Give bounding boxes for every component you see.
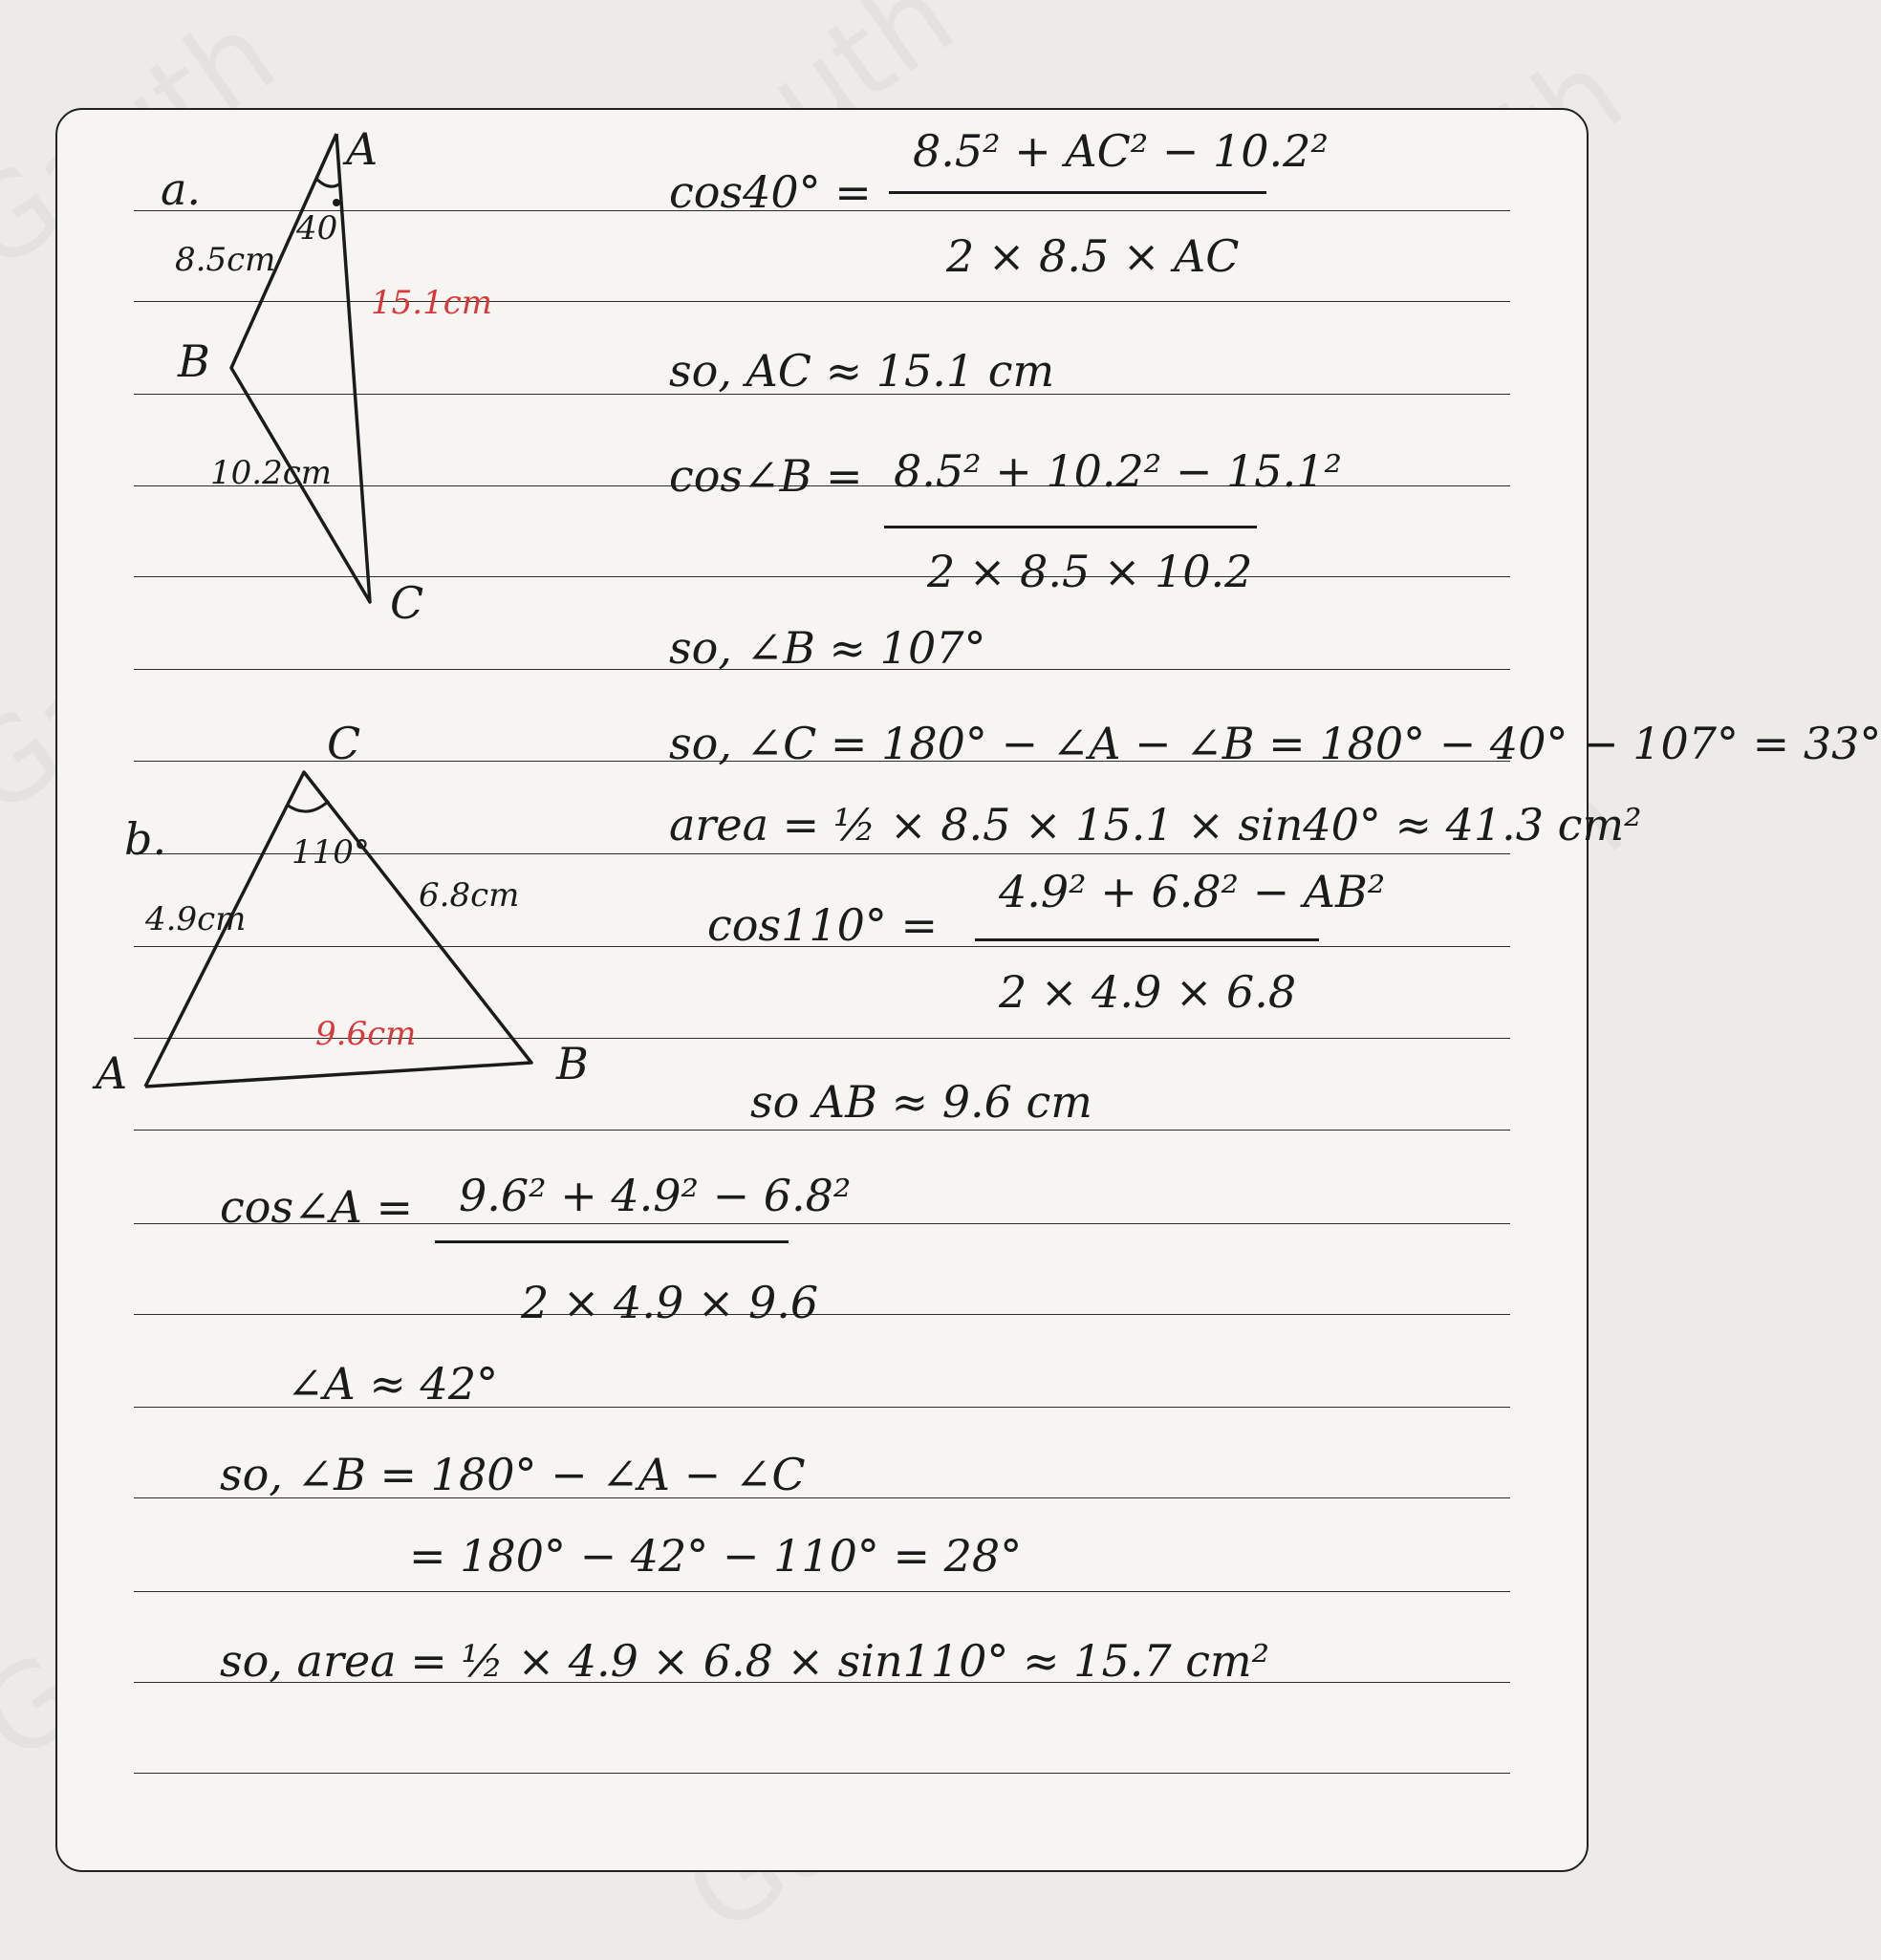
side-ab-label: 8.5cm [175,241,276,279]
vertex-c-label: C [327,718,361,769]
vertex-b-label: B [556,1038,589,1089]
vertex-c-label: C [390,577,424,629]
vertex-a-label: A [96,1047,128,1099]
fraction-bar [884,526,1257,528]
area-a-result: area = ½ × 8.5 × 15.1 × sin40° ≈ 41.3 cm² [669,799,1642,851]
side-ac-label: 4.9cm [145,900,247,938]
ruled-line [134,301,1510,302]
area-b-result: so, area = ½ × 4.9 × 6.8 × sin110° ≈ 15.7 cm² [220,1635,1270,1687]
fraction-bar [975,938,1319,941]
cosa-lhs: cos∠A = [220,1181,413,1233]
cos40-denominator: 2 × 8.5 × AC [946,230,1240,282]
vertex-b-label: B [178,335,210,387]
cos110-denominator: 2 × 4.9 × 6.8 [999,966,1297,1018]
angle-a-label: 40 [296,209,338,248]
ruled-line [134,576,1510,577]
cos110-numerator: 4.9² + 6.8² − AB² [999,866,1386,917]
angle-c-label: 110° [292,833,370,872]
fraction-bar [435,1240,789,1243]
side-bc-label: 10.2cm [210,454,332,492]
angle-c-result: so, ∠C = 180° − ∠A − ∠B = 180° − 40° − 107° = 33° [669,718,1881,769]
cosa-denominator: 2 × 4.9 × 9.6 [521,1277,819,1328]
side-ac-label: 15.1cm [371,284,492,322]
cosb-numerator: 8.5² + 10.2² − 15.1² [894,445,1342,497]
part-b-label: b. [124,813,167,865]
vertex-a-label: A [346,123,378,175]
fraction-bar [889,191,1266,194]
cosb-lhs: cos∠B = [669,450,863,502]
side-ab-label: 9.6cm [315,1015,417,1053]
angle-b-result: = 180° − 42° − 110° = 28° [409,1530,1023,1582]
cos40-numerator: 8.5² + AC² − 10.2² [913,125,1329,177]
part-a-label: a. [161,163,202,215]
ab-result: so AB ≈ 9.6 cm [750,1076,1092,1128]
angle-a-result: ∠A ≈ 42° [287,1358,499,1410]
ruled-line [134,1130,1510,1131]
angle-b-formula: so, ∠B = 180° − ∠A − ∠C [220,1449,806,1500]
cos110-lhs: cos110° = [707,899,939,951]
ac-result: so, AC ≈ 15.1 cm [669,345,1055,397]
cosb-denominator: 2 × 8.5 × 10.2 [927,546,1253,597]
ruled-line [134,1773,1510,1774]
angle-b-result: so, ∠B ≈ 107° [669,622,986,674]
ruled-line [134,1591,1510,1592]
cos40-lhs: cos40° = [669,166,872,218]
ruled-line [134,1314,1510,1315]
side-bc-label: 6.8cm [419,876,520,915]
cosa-numerator: 9.6² + 4.9² − 6.8² [459,1170,852,1221]
